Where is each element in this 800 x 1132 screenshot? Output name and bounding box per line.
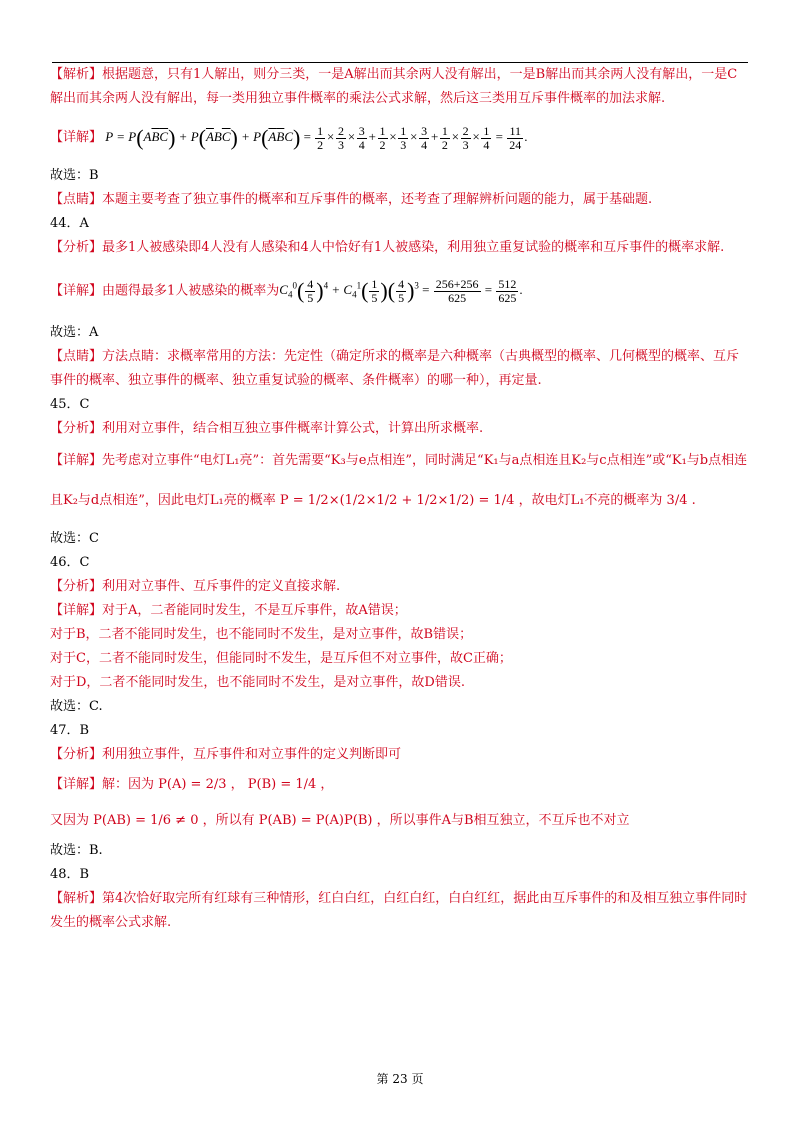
question-number-47: 47．B xyxy=(50,722,90,738)
para-text: 最多1人被感染即4人没有人感染和4人中恰好有1人被感染，利用独立重复试验的概率和互斥事件的概率求解. xyxy=(102,240,725,256)
formula-44: $C_4^0$( $\frac{4}{5}$ )$^4 + C_4^1$( $\frac{1}{5}$ )( $\frac{4}{5}$ )$^3$ = $\frac{256+256}{625}$ = $\frac{512}{625}$ . xyxy=(279,276,523,305)
answer-47: 故选：B. xyxy=(50,842,103,858)
option-c-line: 对于C，二者不能同时发生，但能同时不发生，是互斥但不对立事件，故C正确； xyxy=(50,650,512,666)
para-text: 利用独立事件，互斥事件和对立事件的定义判断即可 xyxy=(102,746,402,762)
tag-label: 【详解】 xyxy=(50,602,103,618)
para-text: 第4次恰好取完所有红球有三种情形，红白白红，白红白红，白白红红，据此由互斥事件的和及相互独立事件同时发生的概率公式求解. xyxy=(50,890,748,930)
question-number-45: 45．C xyxy=(50,396,90,412)
tag-label: 【分析】 xyxy=(50,420,103,436)
para-independence-47: 又因为 P(AB) = 1/6 ≠ 0 ，所以有 P(AB) = P(A)P(B) ，所以事件A与B相互独立，不互斥也不对立 xyxy=(50,812,630,828)
option-b-line: 对于B，二者不能同时发生，也不能同时不发生，是对立事件，故B错误； xyxy=(50,626,473,642)
para-analysis-43 xyxy=(50,63,750,111)
para-text: 利用对立事件，结合相互独立事件概率计算公式，计算出所求概率. xyxy=(102,420,484,436)
para-analysis-46 xyxy=(50,575,750,599)
para-detail-45 xyxy=(50,441,750,521)
para-text: 先考虑对立事件“电灯L₁亮”：首先需要“K₃与e点相连”，同时满足“K₁与a点相连且K₂与c点相连”或“K₁与b点相连且K₂与d点相连”，因此电灯L₁亮的概率 P = 1/2×(1/2×1/2 + 1/2×1/2) = 1/4 ，故电灯L₁不亮的概率为 3/4 . xyxy=(50,452,748,508)
para-comment-44 xyxy=(50,345,750,393)
para-text: 利用对立事件、互斥事件的定义直接求解. xyxy=(102,578,341,594)
answer-43: 故选：B xyxy=(50,168,99,184)
para-text: 方法点睛：求概率常用的方法：先定性（确定所求的概率是六种概率（古典概型的概率、几何概型的概率、互斥事件的概率、独立事件的概率、独立重复试验的概率、条件概率）的哪一种），再定量. xyxy=(50,348,740,388)
para-detail-47 xyxy=(50,767,750,803)
para-analysis-44 xyxy=(50,236,750,260)
page-number: 第 23 页 xyxy=(376,1072,424,1086)
tag-label: 【详解】 xyxy=(50,130,103,145)
answer-46: 故选：C. xyxy=(50,698,103,714)
para-detail-43 xyxy=(50,117,750,158)
tag-label: 【解析】 xyxy=(50,890,103,906)
para-text: 由题得最多1人被感染的概率为 xyxy=(102,283,280,299)
tag-label: 【详解】 xyxy=(50,776,103,792)
para-text: 根据题意，只有1人解出，则分三类，一是A解出而其余两人没有解出，一是B解出而其余两人没有解出，一是C解出而其余两人没有解出，每一类用独立事件概率的乘法公式求解，然后这三类用互斥事件概率的加法求解. xyxy=(50,67,738,106)
para-analysis-47 xyxy=(50,743,750,767)
tag-label: 【点睛】 xyxy=(50,192,103,208)
para-comment-43 xyxy=(50,188,750,212)
para-text: 本题主要考查了独立事件的概率和互斥事件的概率，还考查了理解辨析问题的能力，属于基础题. xyxy=(102,192,653,208)
tag-label: 【分析】 xyxy=(50,578,103,594)
option-d-line: 对于D，二者不能同时发生，也不能同时不发生，是对立事件，故D错误. xyxy=(50,674,465,690)
tag-label: 【分析】 xyxy=(50,746,103,762)
tag-label: 【详解】 xyxy=(50,283,103,299)
question-number-48: 48．B xyxy=(50,866,90,882)
document-body xyxy=(50,63,750,935)
tag-label: 【点睛】 xyxy=(50,348,103,364)
formula-43: $P = P(A\overline{B}\overline{C}) + P(\overline{A}B\overline{C}) + P(\overline{A}\overline{B}C)$ = $\frac{1}{2}$ × $\frac{2}{3}$ × $\frac{3}{4}$ + $\frac{1}{2}$ × $\frac{1}{3}$ × $\frac{3}{4}$ + $\frac{1}{2}$ × $\frac{2}{3}$ × $\frac{1}{4}$ = $\frac{11}{24}$ . xyxy=(102,123,528,152)
answer-45: 故选：C xyxy=(50,530,99,546)
tag-label: 【详解】 xyxy=(50,452,103,468)
answer-44: 故选：A xyxy=(50,324,99,340)
para-analysis-48 xyxy=(50,887,750,935)
question-number-46: 46．C xyxy=(50,554,90,570)
question-number-44: 44．A xyxy=(50,216,89,232)
para-text: 对于A，二者能同时发生，不是互斥事件，故A错误； xyxy=(102,602,407,618)
tag-label: 【解析】 xyxy=(50,67,103,82)
para-detail-46 xyxy=(50,599,750,623)
para-text: 解：因为 P(A) = 2/3 ， P(B) = 1/4 ， xyxy=(102,776,334,792)
tag-label: 【分析】 xyxy=(50,240,103,256)
para-detail-44 xyxy=(50,266,750,315)
para-analysis-45 xyxy=(50,417,750,441)
